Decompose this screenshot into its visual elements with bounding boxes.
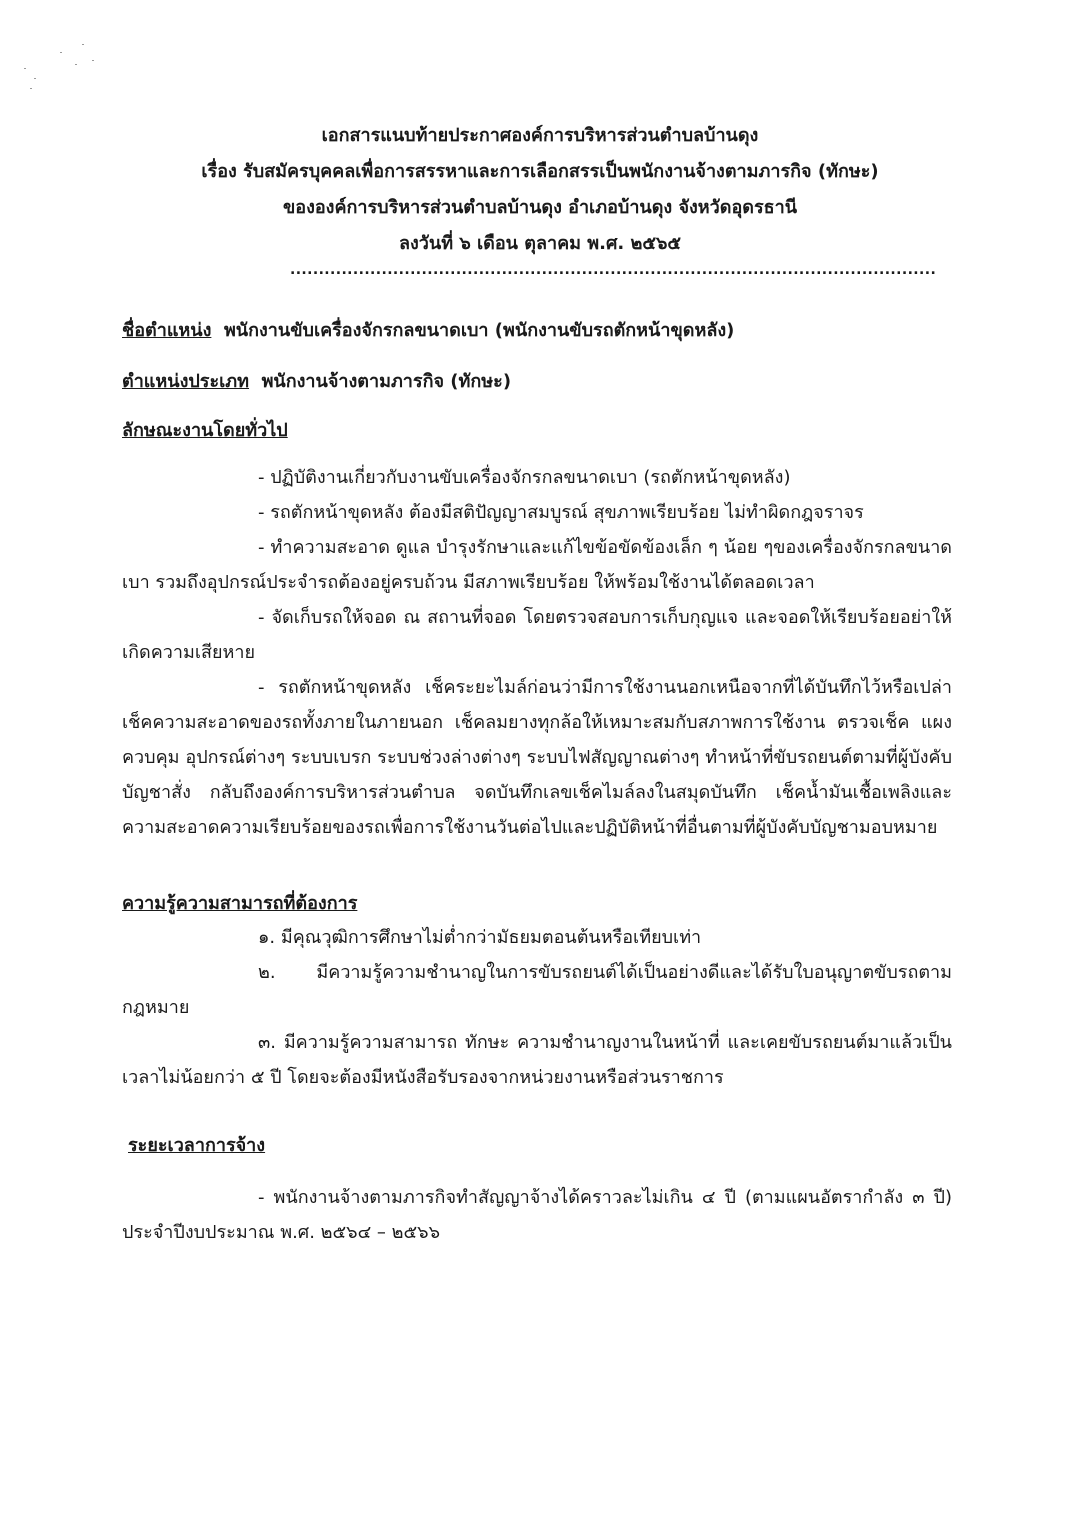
knowledge-item: ๑. มีคุณวุฒิการศึกษาไม่ต่ำกว่ามัธยมตอนต้นหรือเทียบเท่า [258, 927, 702, 948]
duty-item: - ปฏิบัติงานเกี่ยวกับงานขับเครื่องจักรกลขนาดเบา (รถตักหน้าขุดหลัง) [258, 467, 791, 488]
duty-item: - จัดเก็บรถให้จอด ณ สถานที่จอด โดยตรวจสอบการเก็บกุญแจ และจอดให้เรียบร้อยอย่าให้เกิดความเสียหาย [122, 607, 952, 663]
header-separator: ................................................................................................................. [290, 262, 937, 278]
position-label: ชื่อตำแหน่ง [122, 320, 212, 341]
period-section [122, 1180, 952, 1250]
type-field [122, 366, 952, 395]
duties-list [122, 460, 952, 845]
duties-heading: ลักษณะงานโดยทั่วไป [122, 420, 288, 441]
period-heading: ระยะเวลาการจ้าง [128, 1135, 266, 1156]
duty-item: - รถตักหน้าขุดหลัง เช็คระยะไมล์ก่อนว่ามีการใช้งานนอกเหนือจากที่ได้บันทึกไว้หรือเปล่า เช็คความสะอาดของรถทั้งภายในภายนอก เช็คลมยางทุกล้อให้เหมาะสมกับสภาพการใช้งาน ตรวจเช็ค แผงควบคุม อุปกรณ์ต่างๆ ระบบเบรก ระบบช่วงล่างต่างๆ ระบบไฟสัญญาณต่างๆ ทำหน้าที่ขับรถยนต์ตามที่ผู้บังคับบัญชาสั่ง กลับถึงองค์การบริหารส่วนตำบล จดบันทึกเลขเช็คไมล์ลงในสมุดบันทึก เช็คน้ำมันเชื้อเพลิงและความสะอาดความเรียบร้อยของรถเพื่อการใช้งานวันต่อไปและปฏิบัติหน้าที่อื่นตามที่ผู้บังคับบัญชามอบหมาย [122, 677, 952, 838]
type-label: ตำแหน่งประเภท [122, 371, 250, 392]
type-value: พนักงานจ้างตามภารกิจ (ทักษะ) [261, 371, 512, 392]
scan-specks [20, 38, 110, 98]
knowledge-heading: ความรู้ความสามารถที่ต้องการ [122, 893, 358, 914]
knowledge-item: ๒. มีความรู้ความชำนาญในการขับรถยนต์ได้เป็นอย่างดีและได้รับใบอนุญาตขับรถตามกฎหมาย [122, 962, 952, 1018]
position-field [122, 315, 952, 344]
knowledge-list [122, 920, 952, 1095]
duty-item: - รถตักหน้าขุดหลัง ต้องมีสติปัญญาสมบูรณ์ สุขภาพเรียบร้อย ไม่ทำผิดกฎจราจร [258, 502, 864, 523]
header-date: ลงวันที่ ๖ เดือน ตุลาคม พ.ศ. ๒๕๖๕ [398, 233, 682, 254]
header-organization: ขององค์การบริหารส่วนตำบลบ้านดุง อำเภอบ้านดุง จังหวัดอุดรธานี [282, 197, 798, 218]
duty-item: - ทำความสะอาด ดูแล บำรุงรักษาและแก้ไขข้อขัดข้องเล็ก ๆ น้อย ๆของเครื่องจักรกลขนาดเบา รวมถึงอุปกรณ์ประจำรถต้องอยู่ครบถ้วน มีสภาพเรียบร้อย ให้พร้อมใช้งานได้ตลอดเวลา [122, 537, 952, 593]
position-value: พนักงานขับเครื่องจักรกลขนาดเบา (พนักงานขับรถตักหน้าขุดหลัง) [223, 320, 735, 341]
header-title: เอกสารแนบท้ายประกาศองค์การบริหารส่วนตำบลบ้านดุง [321, 125, 759, 146]
period-text: - พนักงานจ้างตามภารกิจทำสัญญาจ้างได้คราวละไม่เกิน ๔ ปี (ตามแผนอัตรากำลัง ๓ ปี) ประจำปีงบประมาณ พ.ศ. ๒๕๖๔ – ๒๕๖๖ [122, 1187, 952, 1243]
knowledge-item: ๓. มีความรู้ความสามารถ ทักษะ ความชำนาญงานในหน้าที่ และเคยขับรถยนต์มาแล้วเป็นเวลาไม่น้อยกว่า ๕ ปี โดยจะต้องมีหนังสือรับรองจากหน่วยงานหรือส่วนราชการ [122, 1032, 952, 1088]
header-subject: เรื่อง รับสมัครบุคคลเพื่อการสรรหาและการเลือกสรรเป็นพนักงานจ้างตามภารกิจ (ทักษะ) [201, 161, 879, 182]
document-header [0, 118, 1080, 262]
